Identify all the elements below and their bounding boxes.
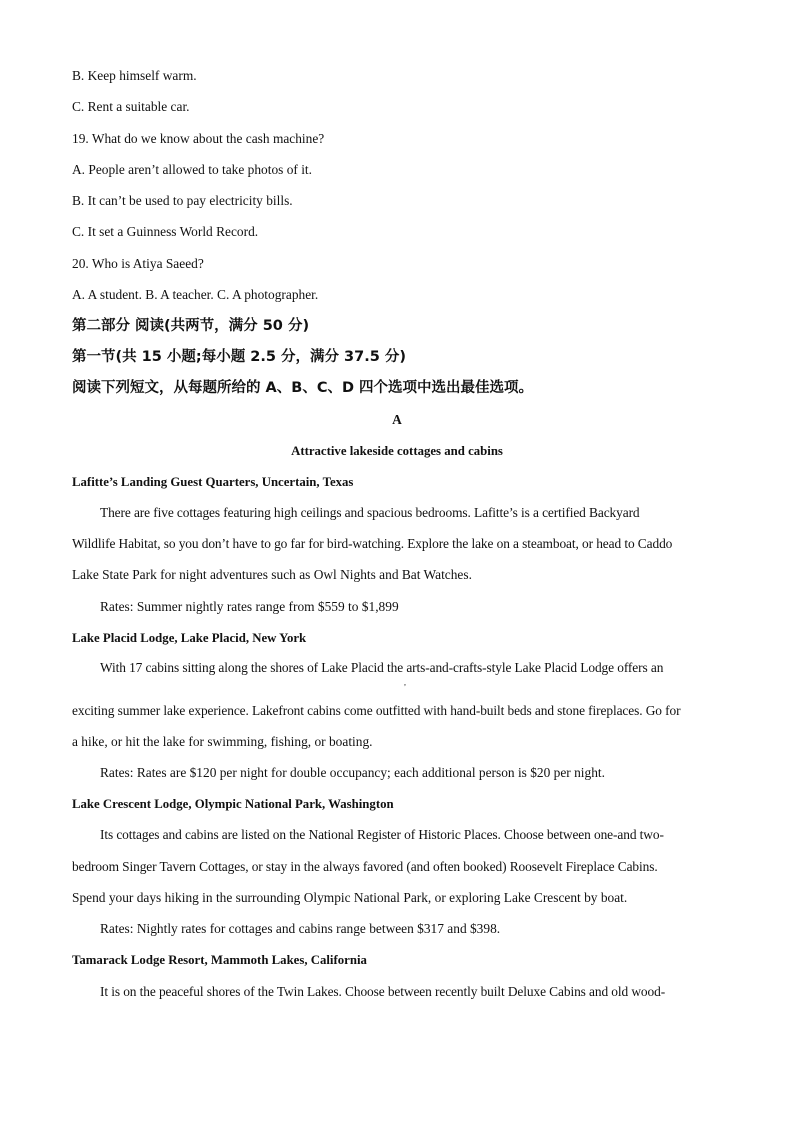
entry-heading: Lake Crescent Lodge, Olympic National Park, Washington [72,797,394,811]
q19-option-b: B. It can’t be used to pay electricity bills. [72,193,293,208]
entry-text-line: Spend your days hiking in the surrounding Olympic National Park, or exploring Lake Crescent by boat. [72,890,628,905]
q19-question: 19. What do we know about the cash machine? [72,131,325,146]
q19-option-c: C. It set a Guinness World Record. [72,224,259,239]
entry-text-line: Wildlife Habitat, so you don’t have to go far for bird-watching. Explore the lake on a steamboat, or head to Caddo [72,536,673,551]
q20-question: 20. Who is Atiya Saeed? [72,256,204,271]
q18-option-c: C. Rent a suitable car. [72,99,190,114]
entry-heading: Lake Placid Lodge, Lake Placid, New York [72,631,307,645]
q18-option-b: B. Keep himself warm. [72,68,197,83]
reading-instruction: 阅读下列短文，从每题所给的 A、B、C、D 四个选项中选出最佳选项。 [72,380,534,396]
entry-text-line: Its cottages and cabins are listed on the National Register of Historic Places. Choose between one-and two- [100,827,664,842]
entry-text-line: It is on the peaceful shores of the Twin Lakes. Choose between recently built Deluxe Cabins and old wood- [100,984,666,999]
stray-mark: , [404,678,406,687]
part-title: 第二部分 阅读(共两节，满分 50 分) [72,318,310,334]
passage-letter: A [392,412,402,427]
entry-text-line: There are five cottages featuring high ceilings and spacious bedrooms. Lafitte’s is a certified Backyard [100,505,640,520]
entry-heading: Lafitte’s Landing Guest Quarters, Uncertain, Texas [72,475,354,489]
entry-heading: Tamarack Lodge Resort, Mammoth Lakes, California [72,953,367,967]
entry-rates: Rates: Summer nightly rates range from $559 to $1,899 [100,599,399,614]
passage-title: Attractive lakeside cottages and cabins [291,444,503,458]
entry-rates: Rates: Rates are $120 per night for double occupancy; each additional person is $20 per night. [100,765,605,780]
q20-options: A. A student. B. A teacher. C. A photographer. [72,287,319,302]
entry-text-line: a hike, or hit the lake for swimming, fishing, or boating. [72,734,373,749]
entry-text-line: Lake State Park for night adventures such as Owl Nights and Bat Watches. [72,567,472,582]
entry-text-line: exciting summer lake experience. Lakefront cabins come outfitted with hand-built beds and stone fireplaces. Go for [72,703,681,718]
entry-rates: Rates: Nightly rates for cottages and cabins range between $317 and $398. [100,921,501,936]
q19-option-a: A. People aren’t allowed to take photos of it. [72,162,312,177]
entry-text-line: bedroom Singer Tavern Cottages, or stay in the always favored (and often booked) Roosevelt Fireplace Cabins. [72,859,658,874]
entry-text-line: With 17 cabins sitting along the shores of Lake Placid the arts-and-crafts-style Lake Placid Lodge offers an [100,660,664,675]
section-subtitle: 第一节(共 15 小题;每小题 2.5 分，满分 37.5 分) [72,349,406,365]
